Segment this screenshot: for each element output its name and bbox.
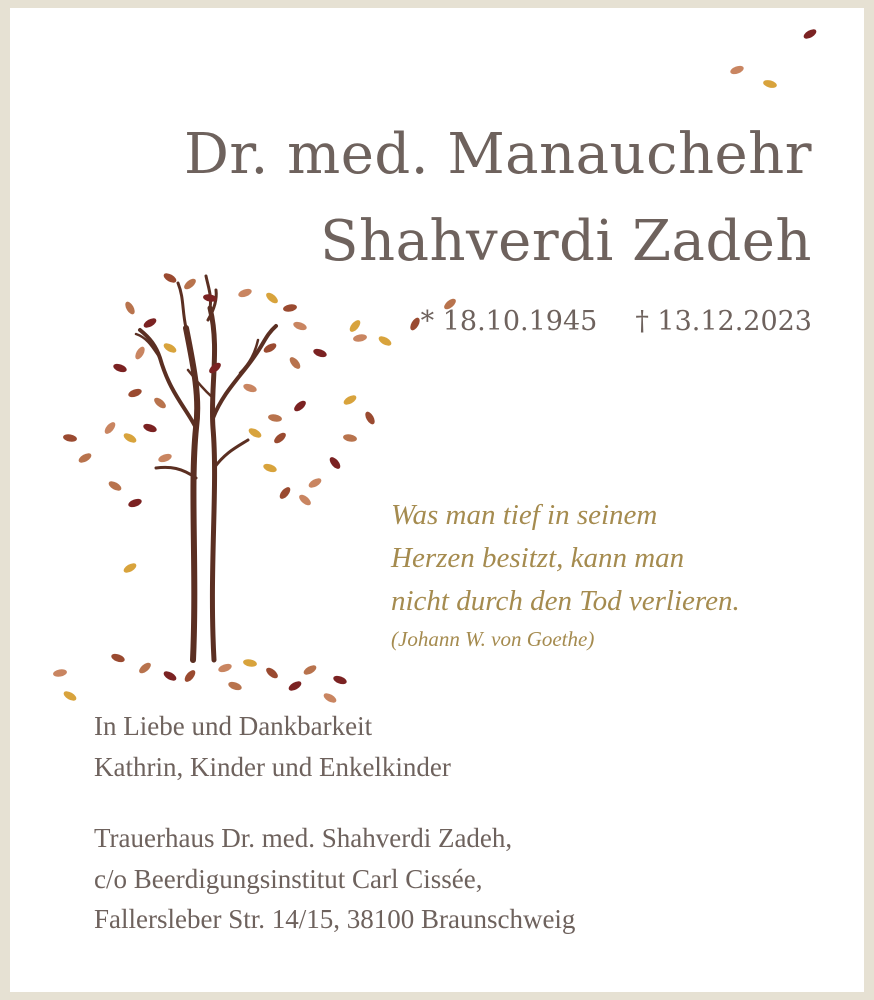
leaf xyxy=(242,382,258,394)
leaf xyxy=(77,451,93,464)
leaf xyxy=(342,393,358,406)
leaf xyxy=(729,64,745,76)
leaf xyxy=(267,413,282,423)
life-dates xyxy=(421,306,812,337)
leaf xyxy=(328,455,343,470)
deceased-name xyxy=(184,112,812,286)
address-line-2: c/o Beerdigungsinstitut Carl Cissée, xyxy=(94,863,483,894)
leaf xyxy=(322,691,338,704)
leaf xyxy=(247,426,263,439)
leaf xyxy=(162,341,178,354)
memorial-quote xyxy=(391,494,740,656)
leaf xyxy=(162,669,178,682)
obituary-card xyxy=(10,8,864,992)
leaf xyxy=(62,689,78,702)
signoff-line-1: In Liebe und Dankbarkeit xyxy=(94,711,373,741)
death-date: † 13.12.2023 xyxy=(635,306,812,337)
leaf xyxy=(122,561,138,574)
tree-trunk-branches xyxy=(136,276,276,660)
leaf xyxy=(264,666,279,681)
leaf xyxy=(408,316,421,332)
signoff-line-2: Kathrin, Kinder und Enkelkinder xyxy=(94,751,451,782)
name-line-1: Dr. med. Manauchehr xyxy=(184,122,812,187)
leaf xyxy=(137,661,152,676)
leaf xyxy=(287,679,303,692)
leaf xyxy=(142,422,158,434)
leaf xyxy=(103,420,118,435)
leaf xyxy=(162,271,178,284)
quote-line-3: nicht durch den Tod verlieren. xyxy=(391,584,740,617)
leaf xyxy=(127,387,143,399)
leaf xyxy=(288,355,303,370)
mourning-address xyxy=(94,818,575,940)
leaf xyxy=(272,431,287,446)
leaf xyxy=(762,79,777,90)
leaf xyxy=(262,462,278,474)
leaf xyxy=(377,334,393,347)
leaf xyxy=(123,300,136,316)
leaf xyxy=(307,476,323,489)
leaf xyxy=(157,452,173,464)
leaf xyxy=(242,658,257,668)
leaf xyxy=(62,433,77,443)
leaf xyxy=(152,396,167,411)
leaf xyxy=(112,362,128,374)
leaf xyxy=(302,663,318,676)
quote-line-1: Was man tief in seinem xyxy=(391,499,658,531)
leaf xyxy=(292,399,307,414)
leaf xyxy=(282,303,297,313)
leaf xyxy=(297,493,312,508)
leaf xyxy=(142,316,158,329)
leaf xyxy=(52,668,67,678)
leaf xyxy=(217,662,233,674)
leaf xyxy=(110,652,126,664)
leaf xyxy=(312,347,328,359)
leaf xyxy=(363,410,376,426)
address-line-1: Trauerhaus Dr. med. Shahverdi Zadeh, xyxy=(94,823,513,853)
name-line-2: Shahverdi Zadeh xyxy=(320,208,812,274)
address-line-3: Fallersleber Str. 14/15, 38100 Braunschweig xyxy=(94,904,576,934)
family-signoff xyxy=(94,706,451,787)
birth-date: * 18.10.1945 xyxy=(420,306,598,337)
leaf xyxy=(122,431,138,444)
leaf xyxy=(348,318,363,333)
leaf xyxy=(352,333,367,343)
leaf xyxy=(278,485,293,500)
quote-author: (Johann W. von Goethe) xyxy=(391,626,595,651)
leaf xyxy=(342,433,357,443)
leaf xyxy=(802,27,818,40)
leaf xyxy=(107,479,123,492)
quote-line-2: Herzen besitzt, kann man xyxy=(391,541,685,574)
leaf xyxy=(292,320,308,332)
leaf xyxy=(264,291,279,306)
leaf xyxy=(332,674,348,686)
leaf xyxy=(127,497,143,509)
leaf xyxy=(237,287,253,299)
leaf xyxy=(133,345,146,361)
leaf xyxy=(227,680,243,692)
leaf xyxy=(183,668,198,683)
